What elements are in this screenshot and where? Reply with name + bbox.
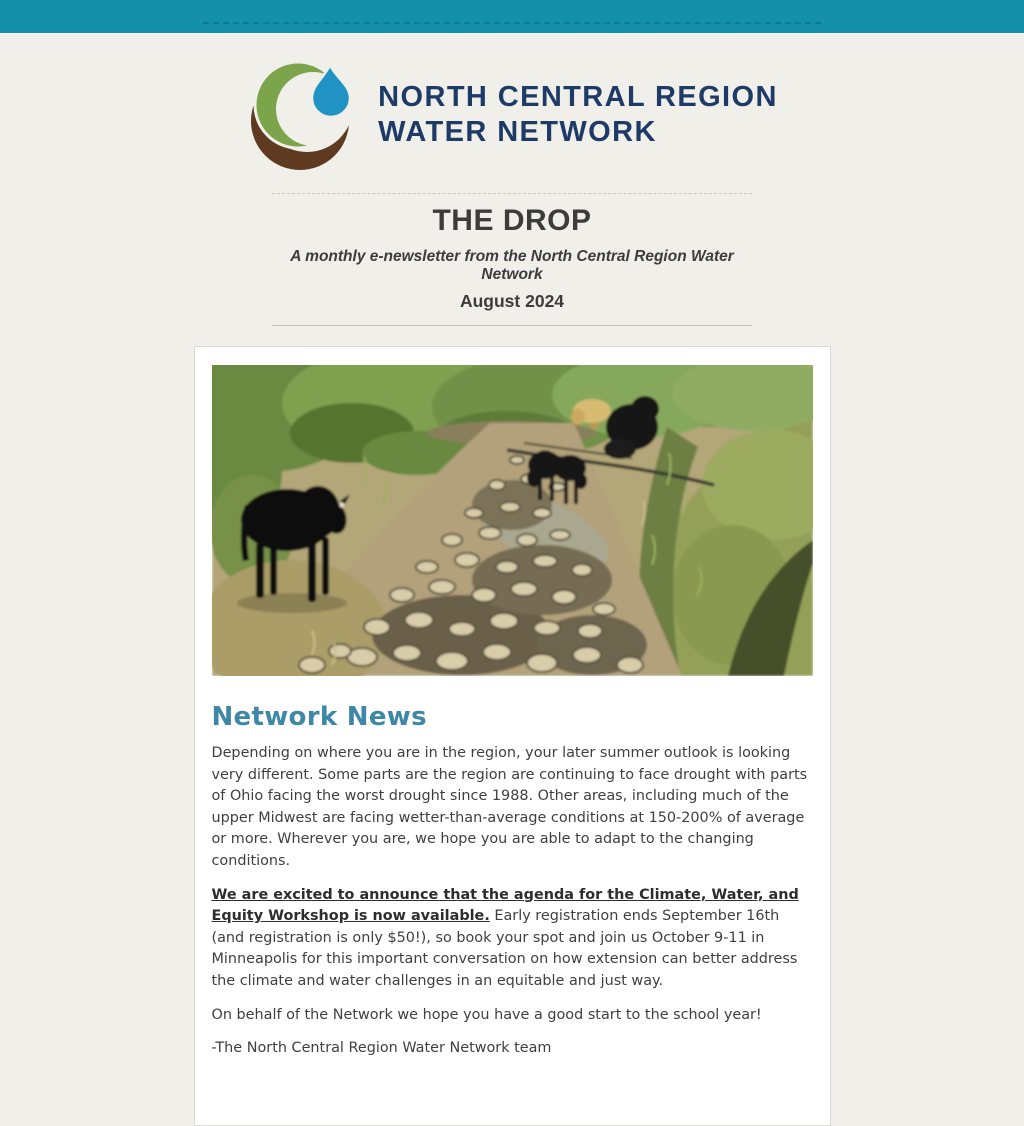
- newsletter-subtitle: A monthly e-newsletter from the North Central Region Water Network: [290, 248, 734, 283]
- article-signature: -The North Central Region Water Network team: [211, 1040, 552, 1057]
- header-dashed-line: [203, 22, 821, 24]
- article-paragraph-3: On behalf of the Network we hope you have a good start to the school year!: [211, 1006, 762, 1023]
- article-paragraph-2: [212, 885, 813, 993]
- article-card: [194, 346, 831, 1126]
- article-paragraph-1: Depending on where you are in the region, your later summer outlook is looking very different. Some parts are the region are continuing to face drought with parts of Ohio facing the worst drought since 1988. Other areas, including much of the upper Midwest are facing wetter-than-average conditions at 150-200% of average or more. Wherever you are, we hope you are able to adapt to the changing conditions.: [211, 745, 808, 870]
- newsletter-title: THE DROP: [432, 204, 592, 237]
- newsletter-logo[interactable]: [0, 59, 1024, 171]
- section-title-network-news: Network News: [211, 702, 427, 732]
- header-bar: [0, 0, 1024, 33]
- logo-org-line2: WATER NETWORK: [378, 116, 657, 148]
- logo-org-line1: NORTH CENTRAL REGION: [378, 81, 778, 113]
- workshop-agenda-link[interactable]: We are excited to announce that the agenda for the Climate, Water, and Equity Workshop is now available.: [211, 886, 799, 925]
- logo-org-name: [378, 80, 778, 150]
- water-network-logo-icon: [246, 59, 352, 171]
- cattle-dry-creek-photo: [212, 365, 813, 676]
- announcement-text: Early registration ends September 16th (and registration is only $50!), so book your spot and join us October 9-11 in Minneapolis for this important conversation on how extension can better address the climate and water challenges in an equitable and just way.: [211, 908, 798, 990]
- issue-date: August 2024: [459, 291, 565, 311]
- masthead: [272, 193, 752, 326]
